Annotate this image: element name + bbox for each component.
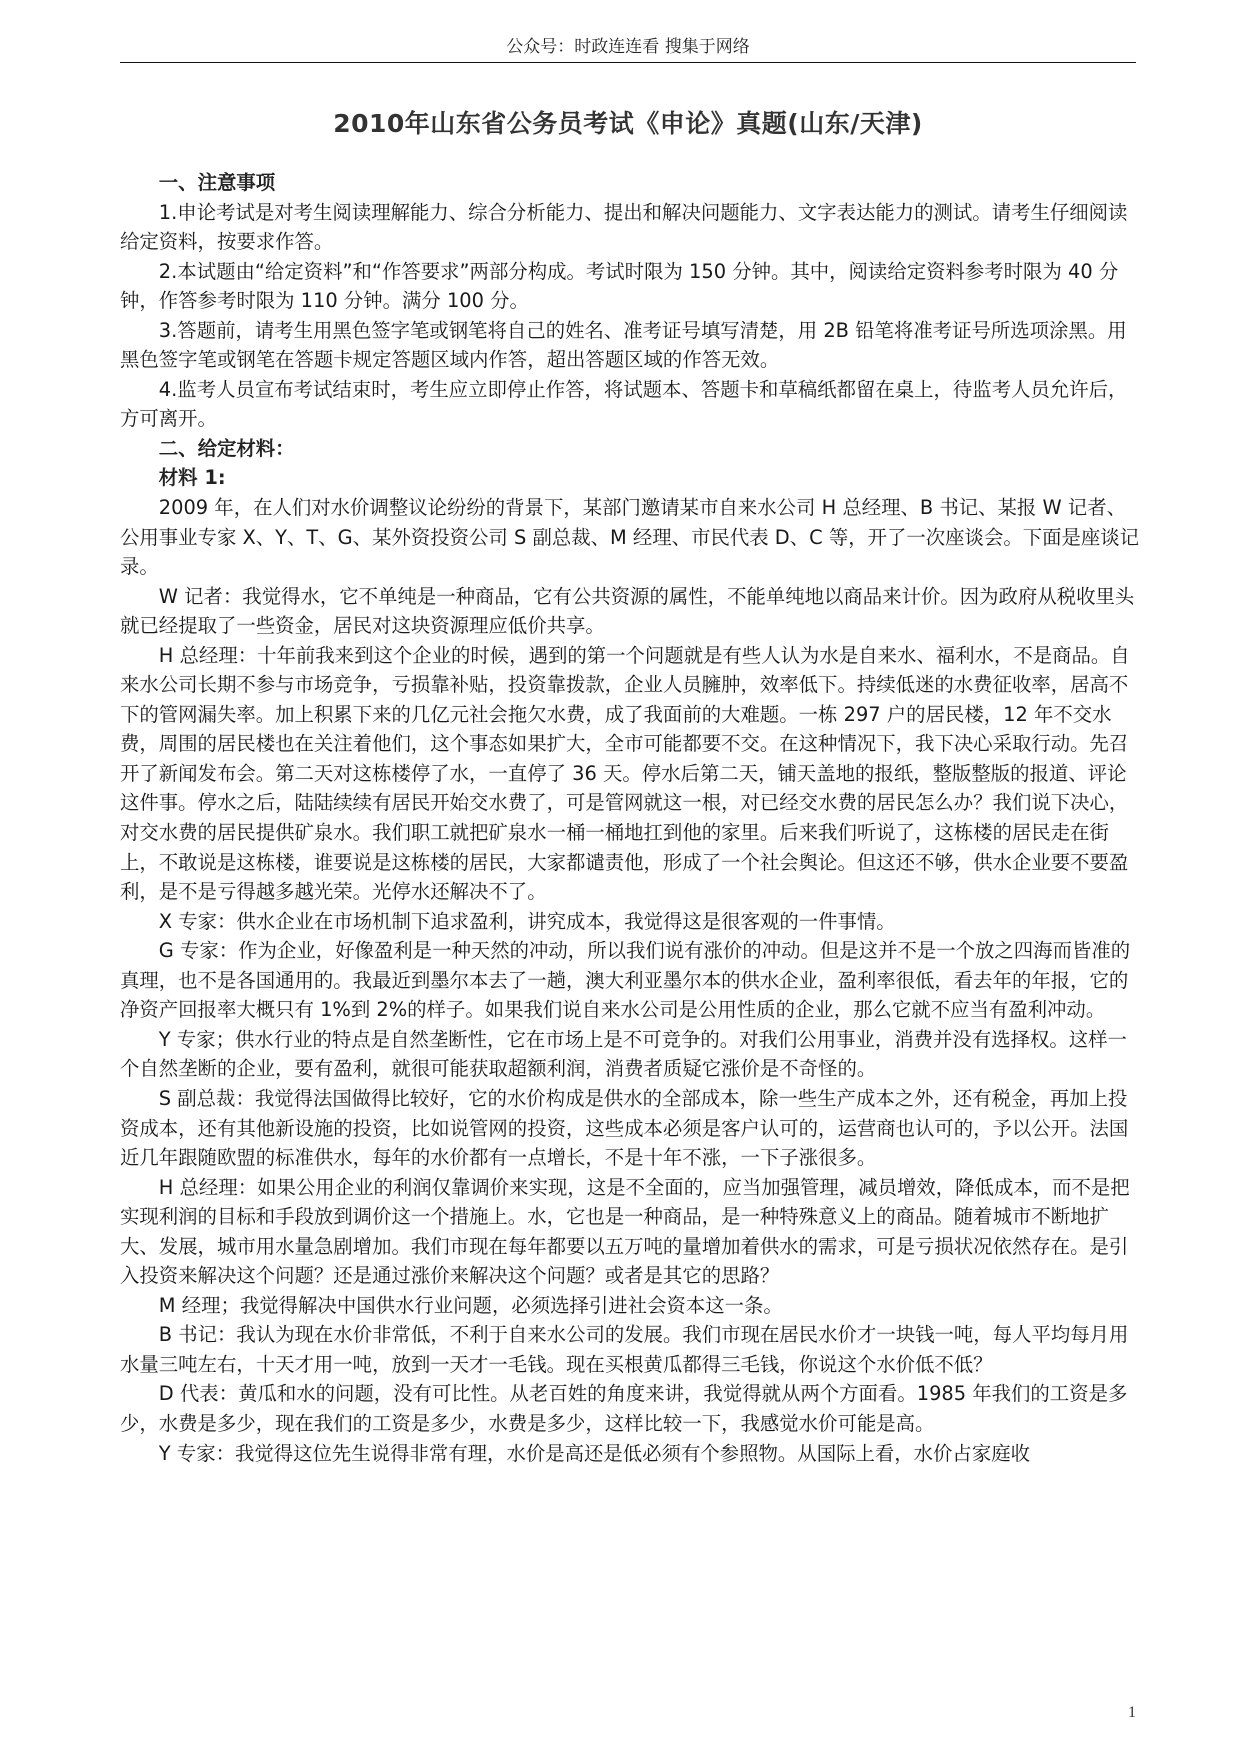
body-paragraph: M 经理；我觉得解决中国供水行业问题，必须选择引进社会资本这一条。 xyxy=(158,1293,783,1317)
body-paragraph: Y 专家：我觉得这位先生说得非常有理，水价是高还是低必须有个参照物。从国际上看，水价占家庭收 xyxy=(158,1441,1030,1465)
section-heading: 一、注意事项 xyxy=(158,171,276,194)
body-paragraph: H 总经理：如果公用企业的利润仅靠调价来实现，这是不全面的，应当加强管理，减员增效，降低成本，而不是把实现利润的目标和手段放到调价这一个措施上。水，它也是一种商品，是一种特殊意义上的商品。随着城市不断地扩大、发展，城市用水量急剧增加。我们市现在每年都要以五万吨的量增加着供水的需求，可是亏损状况依然存在。是引入投资来解决这个问题？还是通过涨价来解决这个问题？或者是其它的思路？ xyxy=(120,1175,1130,1288)
document-body xyxy=(120,168,1142,1468)
body-paragraph: S 副总裁：我觉得法国做得比较好，它的水价构成是供水的全部成本，除一些生产成本之外，还有税金，再加上投资成本，还有其他新设施的投资，比如说管网的投资，这些成本必须是客户认可的，运营商也认可的，予以公开。法国近几年跟随欧盟的标准供水，每年的水价都有一点增长，不是十年不涨，一下子涨很多。 xyxy=(120,1086,1129,1170)
body-paragraph: 2009 年，在人们对水价调整议论纷纷的背景下，某部门邀请某市自来水公司 H 总经理、B 书记、某报 W 记者、公用事业专家 X、Y、T、G、某外资投资公司 S 副总裁、M 经理、市民代表 D、C 等，开了一次座谈会。下面是座谈记录。 xyxy=(120,496,1140,579)
body-paragraph: 3.答题前，请考生用黑色签字笔或钢笔将自己的姓名、准考证号填写清楚，用 2B 铅笔将准考证号所选项涂黑。用黑色签字笔或钢笔在答题卡规定答题区域内作答，超出答题区域的作答无效。 xyxy=(120,318,1127,372)
section-heading: 二、给定材料： xyxy=(158,436,295,460)
material-heading: 材料 1: xyxy=(158,466,226,490)
page-header: 公众号：时政连连看 搜集于网络 xyxy=(506,37,750,57)
body-paragraph: G 专家：作为企业，好像盈利是一种天然的冲动，所以我们说有涨价的冲动。但是这并不是一个放之四海而皆准的真理，也不是各国通用的。我最近到墨尔本去了一趟，澳大利亚墨尔本的供水企业，盈利率很低，看去年的年报，它的净资产回报率大概只有 1%到 2%的样子。如果我们说自来水公司是公用性质的企业，那么它就不应当有盈利冲动。 xyxy=(120,939,1131,1022)
body-paragraph: X 专家：供水企业在市场机制下追求盈利，讲究成本，我觉得这是很客观的一件事情。 xyxy=(158,909,896,933)
body-paragraph: W 记者：我觉得水，它不单纯是一种商品，它有公共资源的属性，不能单纯地以商品来计价。因为政府从税收里头就已经提取了一些资金，居民对这块资源理应低价共享。 xyxy=(120,584,1135,638)
body-paragraph: Y 专家；供水行业的特点是自然垄断性，它在市场上是不可竞争的。对我们公用事业，消费并没有选择权。这样一个自然垄断的企业，要有盈利，就很可能获取超额利润，消费者质疑它涨价是不奇怪的。 xyxy=(120,1027,1127,1081)
page-number: 1 xyxy=(1128,1704,1136,1721)
body-paragraph: B 书记：我认为现在水价非常低，不利于自来水公司的发展。我们市现在居民水价才一块钱一吨，每人平均每月用水量三吨左右，十天才用一吨，放到一天才一毛钱。现在买根黄瓜都得三毛钱，你说这个水价低不低？ xyxy=(120,1323,1129,1376)
header-divider xyxy=(120,62,1136,63)
body-paragraph: H 总经理：十年前我来到这个企业的时候，遇到的第一个问题就是有些人认为水是自来水、福利水，不是商品。自来水公司长期不参与市场竞争，亏损靠补贴，投资靠拨款，企业人员臃肿，效率低下。持续低迷的水费征收率，居高不下的管网漏失率。加上积累下来的几亿元社会拖欠水费，成了我面前的大难题。一栋 297 户的居民楼，12 年不交水费，周围的居民楼也在关注着他们，这个事态如果扩大，全市可能都要不交。在这种情况下，我下决心采取行动。先召开了新闻发布会。第二天对这栋楼停了水，一直停了 36 天。停水后第二天，铺天盖地的报纸，整版整版的报道、评论这件事。停水之后，陆陆续续有居民开始交水费了，可是管网就这一根，对已经交水费的居民怎么办？我们说下决心，对交水费的居民提供矿泉水。我们职工就把矿泉水一桶一桶地扛到他的家里。后来我们听说了，这栋楼的居民走在街上，不敢说是这栋楼，谁要说是这栋楼的居民，大家都谴责他，形成了一个社会舆论。但这还不够，供水企业要不要盈利，是不是亏得越多越光荣。光停水还解决不了。 xyxy=(120,643,1130,904)
body-paragraph: 2.本试题由“给定资料”和“作答要求”两部分构成。考试时限为 150 分钟。其中，阅读给定资料参考时限为 40 分钟，作答参考时限为 110 分钟。满分 100 分。 xyxy=(120,259,1119,313)
body-paragraph: D 代表：黄瓜和水的问题，没有可比性。从老百姓的角度来讲，我觉得就从两个方面看。1985 年我们的工资是多少，水费是多少，现在我们的工资是多少，水费是多少，这样比较一下，我感觉水价可能是高。 xyxy=(120,1382,1128,1435)
body-paragraph: 1.申论考试是对考生阅读理解能力、综合分析能力、提出和解决问题能力、文字表达能力的测试。请考生仔细阅读给定资料，按要求作答。 xyxy=(120,200,1128,254)
document-title: 2010年山东省公务员考试《申论》真题(山东/天津) xyxy=(333,109,923,138)
body-paragraph: 4.监考人员宣布考试结束时，考生应立即停止作答，将试题本、答题卡和草稿纸都留在桌上，待监考人员允许后，方可离开。 xyxy=(120,377,1128,431)
